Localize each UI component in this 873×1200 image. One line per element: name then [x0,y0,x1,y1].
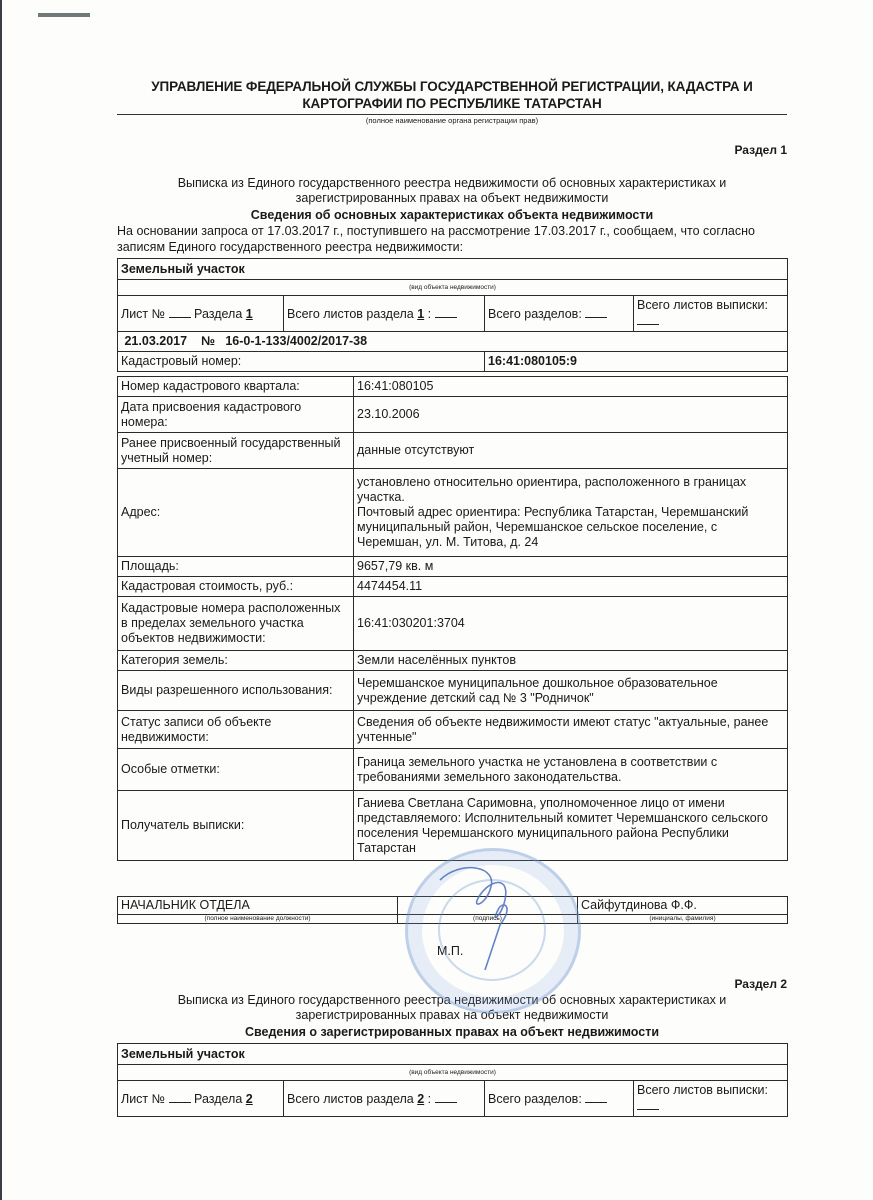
scan-corner-mark [38,13,90,17]
row-value: Сведения об объекте недвижимости имеют статус "актуальные, ранее учтенные" [354,711,788,749]
object-type-caption: (вид объекта недвижимости) [118,280,788,296]
table-row [118,469,788,557]
scan-edge [0,0,2,1200]
total-sheets-cell [634,296,788,332]
sheets-in-section-cell: Всего листов раздела 2 : [284,1081,485,1117]
sheets-in-section-label: Всего листов раздела [287,306,414,321]
section-1-title [117,176,787,206]
sheet-no-label: Лист № [121,1091,166,1106]
section-2-header-table [117,1043,788,1117]
table-row [118,557,788,577]
row-label: Статус записи об объекте недвижимости: [118,711,354,749]
section-1-subtitle: Сведения об основных характеристиках объекта недвижимости [250,208,654,222]
doc-number: 16-0-1-133/4002/2017-38 [225,334,368,348]
sheet-no-blank [169,1091,191,1103]
table-row [118,397,788,433]
blank [585,1091,607,1103]
blank [585,306,607,318]
section-2-label: Раздел 2 [734,977,787,991]
position-caption: (полное наименование должности) [118,915,398,924]
table-row [118,711,788,749]
row-label: Площадь: [118,557,354,577]
row-label: Номер кадастрового квартала: [118,377,354,397]
title-line1: Выписка из Единого государственного реестра недвижимости об основных характеристиках и [177,176,727,190]
postal-address: Почтовый адрес ориентира: Республика Татарстан, Черемшанский муниципальный район, Черемшанское сельское поселение, с Черемшан, ул. М. Титова, д. 24 [357,505,749,549]
section-1-label: Раздел 1 [734,143,787,157]
number-sign: № [200,334,215,348]
table-row [118,791,788,861]
object-type: Земельный участок [118,259,788,280]
intro-text: На основании запроса от 17.03.2017 г., поступившего на рассмотрение 17.03.2017 г., сообщаем, что согласно записям Единого государственного реестра недвижимости: [117,224,755,254]
total-sheets-label: Всего листов выписки: [637,298,768,312]
row-value: 23.10.2006 [354,397,788,433]
row-value [354,469,788,557]
row-label: Кадастровые номера расположенных в пределах земельного участка объектов недвижимости: [118,597,354,651]
title-line2: зарегистрированных правах на объект недвижимости [295,191,609,205]
table-row [118,749,788,791]
row-value: Граница земельного участка не установлена в соответствии с требованиями земельного законодательства. [354,749,788,791]
row-label: Особые отметки: [118,749,354,791]
doc-date-number [118,332,788,352]
blank [637,1098,659,1110]
table-row [118,671,788,711]
sheets-in-section-value: 2 [417,1091,425,1106]
total-sections-label: Всего разделов: [488,306,582,321]
row-label: Категория земель: [118,651,354,671]
org-name-line2: КАРТОГРАФИИ ПО РЕСПУБЛИКЕ ТАТАРСТАН [302,96,602,111]
blank [637,313,659,325]
table-row [118,577,788,597]
official-position: НАЧАЛЬНИК ОТДЕЛА [118,897,398,915]
sheet-number-cell [118,296,284,332]
table-row [118,433,788,469]
section-number: 1 [245,306,253,321]
section-number: 2 [245,1091,253,1106]
cadastral-number-label: Кадастровый номер: [118,352,485,372]
cadastral-number-value: 16:41:080105:9 [485,352,788,372]
row-label: Ранее присвоенный государственный учетный номер: [118,433,354,469]
sheet-no-blank [169,306,191,318]
row-label: Виды разрешенного использования: [118,671,354,711]
row-value: 9657,79 кв. м [354,557,788,577]
row-value: 16:41:030201:3704 [354,597,788,651]
table-row [118,597,788,651]
total-sections-cell [485,296,634,332]
signature-icon [430,855,540,975]
row-label: Кадастровая стоимость, руб.: [118,577,354,597]
total-sheets-cell [634,1081,788,1117]
object-characteristics-table [117,376,788,861]
sheets-in-section-value: 1 [417,306,425,321]
doc-date: 21.03.2017 [124,334,188,348]
org-caption: (полное наименование органа регистрации прав) [365,116,539,125]
blank [435,1091,457,1103]
org-name-line1: УПРАВЛЕНИЕ ФЕДЕРАЛЬНОЙ СЛУЖБЫ ГОСУДАРСТВЕННОЙ РЕГИСТРАЦИИ, КАДАСТРА И [151,79,753,94]
total-sheets-label: Всего листов выписки: [637,1083,768,1097]
section-word: Раздела [194,306,243,321]
blank [435,306,457,318]
address-note: установлено относительно ориентира, расположенного в границах участка. [357,475,747,504]
table-row [118,651,788,671]
sheet-number-cell [118,1081,284,1117]
sheets-in-section-label: Всего листов раздела [287,1091,414,1106]
row-label: Дата присвоения кадастрового номера: [118,397,354,433]
object-type: Земельный участок [118,1044,788,1065]
row-value: 16:41:080105 [354,377,788,397]
sheets-in-section-cell: Всего листов раздела 1 : [284,296,485,332]
row-value: 4474454.11 [354,577,788,597]
row-value: Черемшанское муниципальное дошкольное образовательное учреждение детский сад № 3 "Родничок" [354,671,788,711]
row-value: Земли населённых пунктов [354,651,788,671]
object-type-caption: (вид объекта недвижимости) [118,1065,788,1081]
row-value: данные отсутствуют [354,433,788,469]
total-sections-label: Всего разделов: [488,1091,582,1106]
section-word: Раздела [194,1091,243,1106]
divider [117,114,787,115]
table-row [118,377,788,397]
title-line1: Выписка из Единого государственного реестра недвижимости об основных характеристиках и [177,993,727,1007]
section-1-header-table [117,258,788,372]
row-label: Адрес: [118,469,354,557]
official-name: Сайфутдинова Ф.Ф. [578,897,788,915]
sheet-no-label: Лист № [121,306,166,321]
section-2-subtitle: Сведения о зарегистрированных правах на объект недвижимости [244,1025,660,1039]
sign-caption: (подпись) [398,915,578,924]
total-sections-cell [485,1081,634,1117]
seal-place-mark: М.П. [437,944,464,958]
row-label: Получатель выписки: [118,791,354,861]
title-line2: зарегистрированных правах на объект недвижимости [295,1008,609,1022]
row-value: Ганиева Светлана Саримовна, уполномоченное лицо от имени представляемого: Исполнительный комитет Черемшанского сельского поселения Черемшанского муниципального района Республики Татарстан [354,791,788,861]
name-caption: (инициалы, фамилия) [578,915,788,924]
org-name [117,78,787,112]
